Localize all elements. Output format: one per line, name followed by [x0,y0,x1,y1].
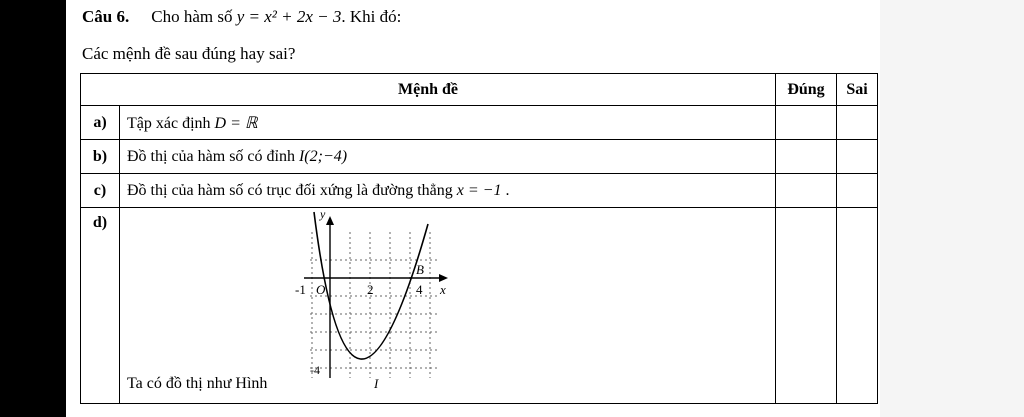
row-statement [120,208,776,404]
prompt-text: Các mệnh đề sau đúng hay sai? [82,44,296,63]
x-axis-label: x [440,282,446,297]
row-statement [120,106,776,140]
header-statement: Mệnh đề [81,74,776,106]
x-axis-arrow [439,274,448,282]
row-text: Đồ thị của hàm số có trục đối xứng là đường thẳng [127,181,453,199]
tick-neg-y: -4 [310,363,320,377]
tick-x4: 4 [416,282,423,297]
row-statement [120,140,776,174]
false-cell[interactable] [837,208,878,404]
tick-neg-x: -1 [295,282,306,297]
row-label: a) [81,106,120,140]
y-axis-label: y [320,210,326,221]
row-math: I(2;−4) [298,147,348,165]
row-suffix: . [501,181,510,199]
true-cell[interactable] [776,106,837,140]
header-true: Đúng [776,74,837,106]
row-label: d) [81,208,120,404]
table-row [81,174,878,208]
parabola-graph [290,210,460,390]
row-label: c) [81,174,120,208]
true-cell[interactable] [776,208,837,404]
question-intro: Cho hàm số [151,7,233,26]
question-number: Câu 6. [82,7,130,26]
false-cell[interactable] [837,106,878,140]
question-function: y = x² + 2x − 3 [236,7,342,26]
question-line [82,7,401,27]
row-math: D = ℝ [214,114,258,132]
table-header-row [81,74,878,106]
row-math: x = −1 [456,181,502,199]
document-page [66,0,880,417]
true-cell[interactable] [776,140,837,174]
header-false: Sai [837,74,878,106]
point-b-label: B [416,262,424,277]
row-text: Tập xác định [127,114,211,132]
row-text: Đồ thị của hàm số có đỉnh [127,147,295,165]
origin-label: O [316,282,326,297]
row-statement [120,174,776,208]
row-label: b) [81,140,120,174]
true-false-table [80,73,878,404]
question-suffix: . Khi đó: [341,7,402,26]
table-row [81,140,878,174]
row-text: Ta có đồ thị như Hình [127,375,268,392]
tick-x2: 2 [367,282,374,297]
table-row [81,106,878,140]
true-cell[interactable] [776,174,837,208]
y-axis-arrow [326,216,334,225]
table-row [81,208,878,404]
background-strip [880,0,1024,417]
false-cell[interactable] [837,140,878,174]
point-i-label: I [374,376,379,390]
false-cell[interactable] [837,174,878,208]
